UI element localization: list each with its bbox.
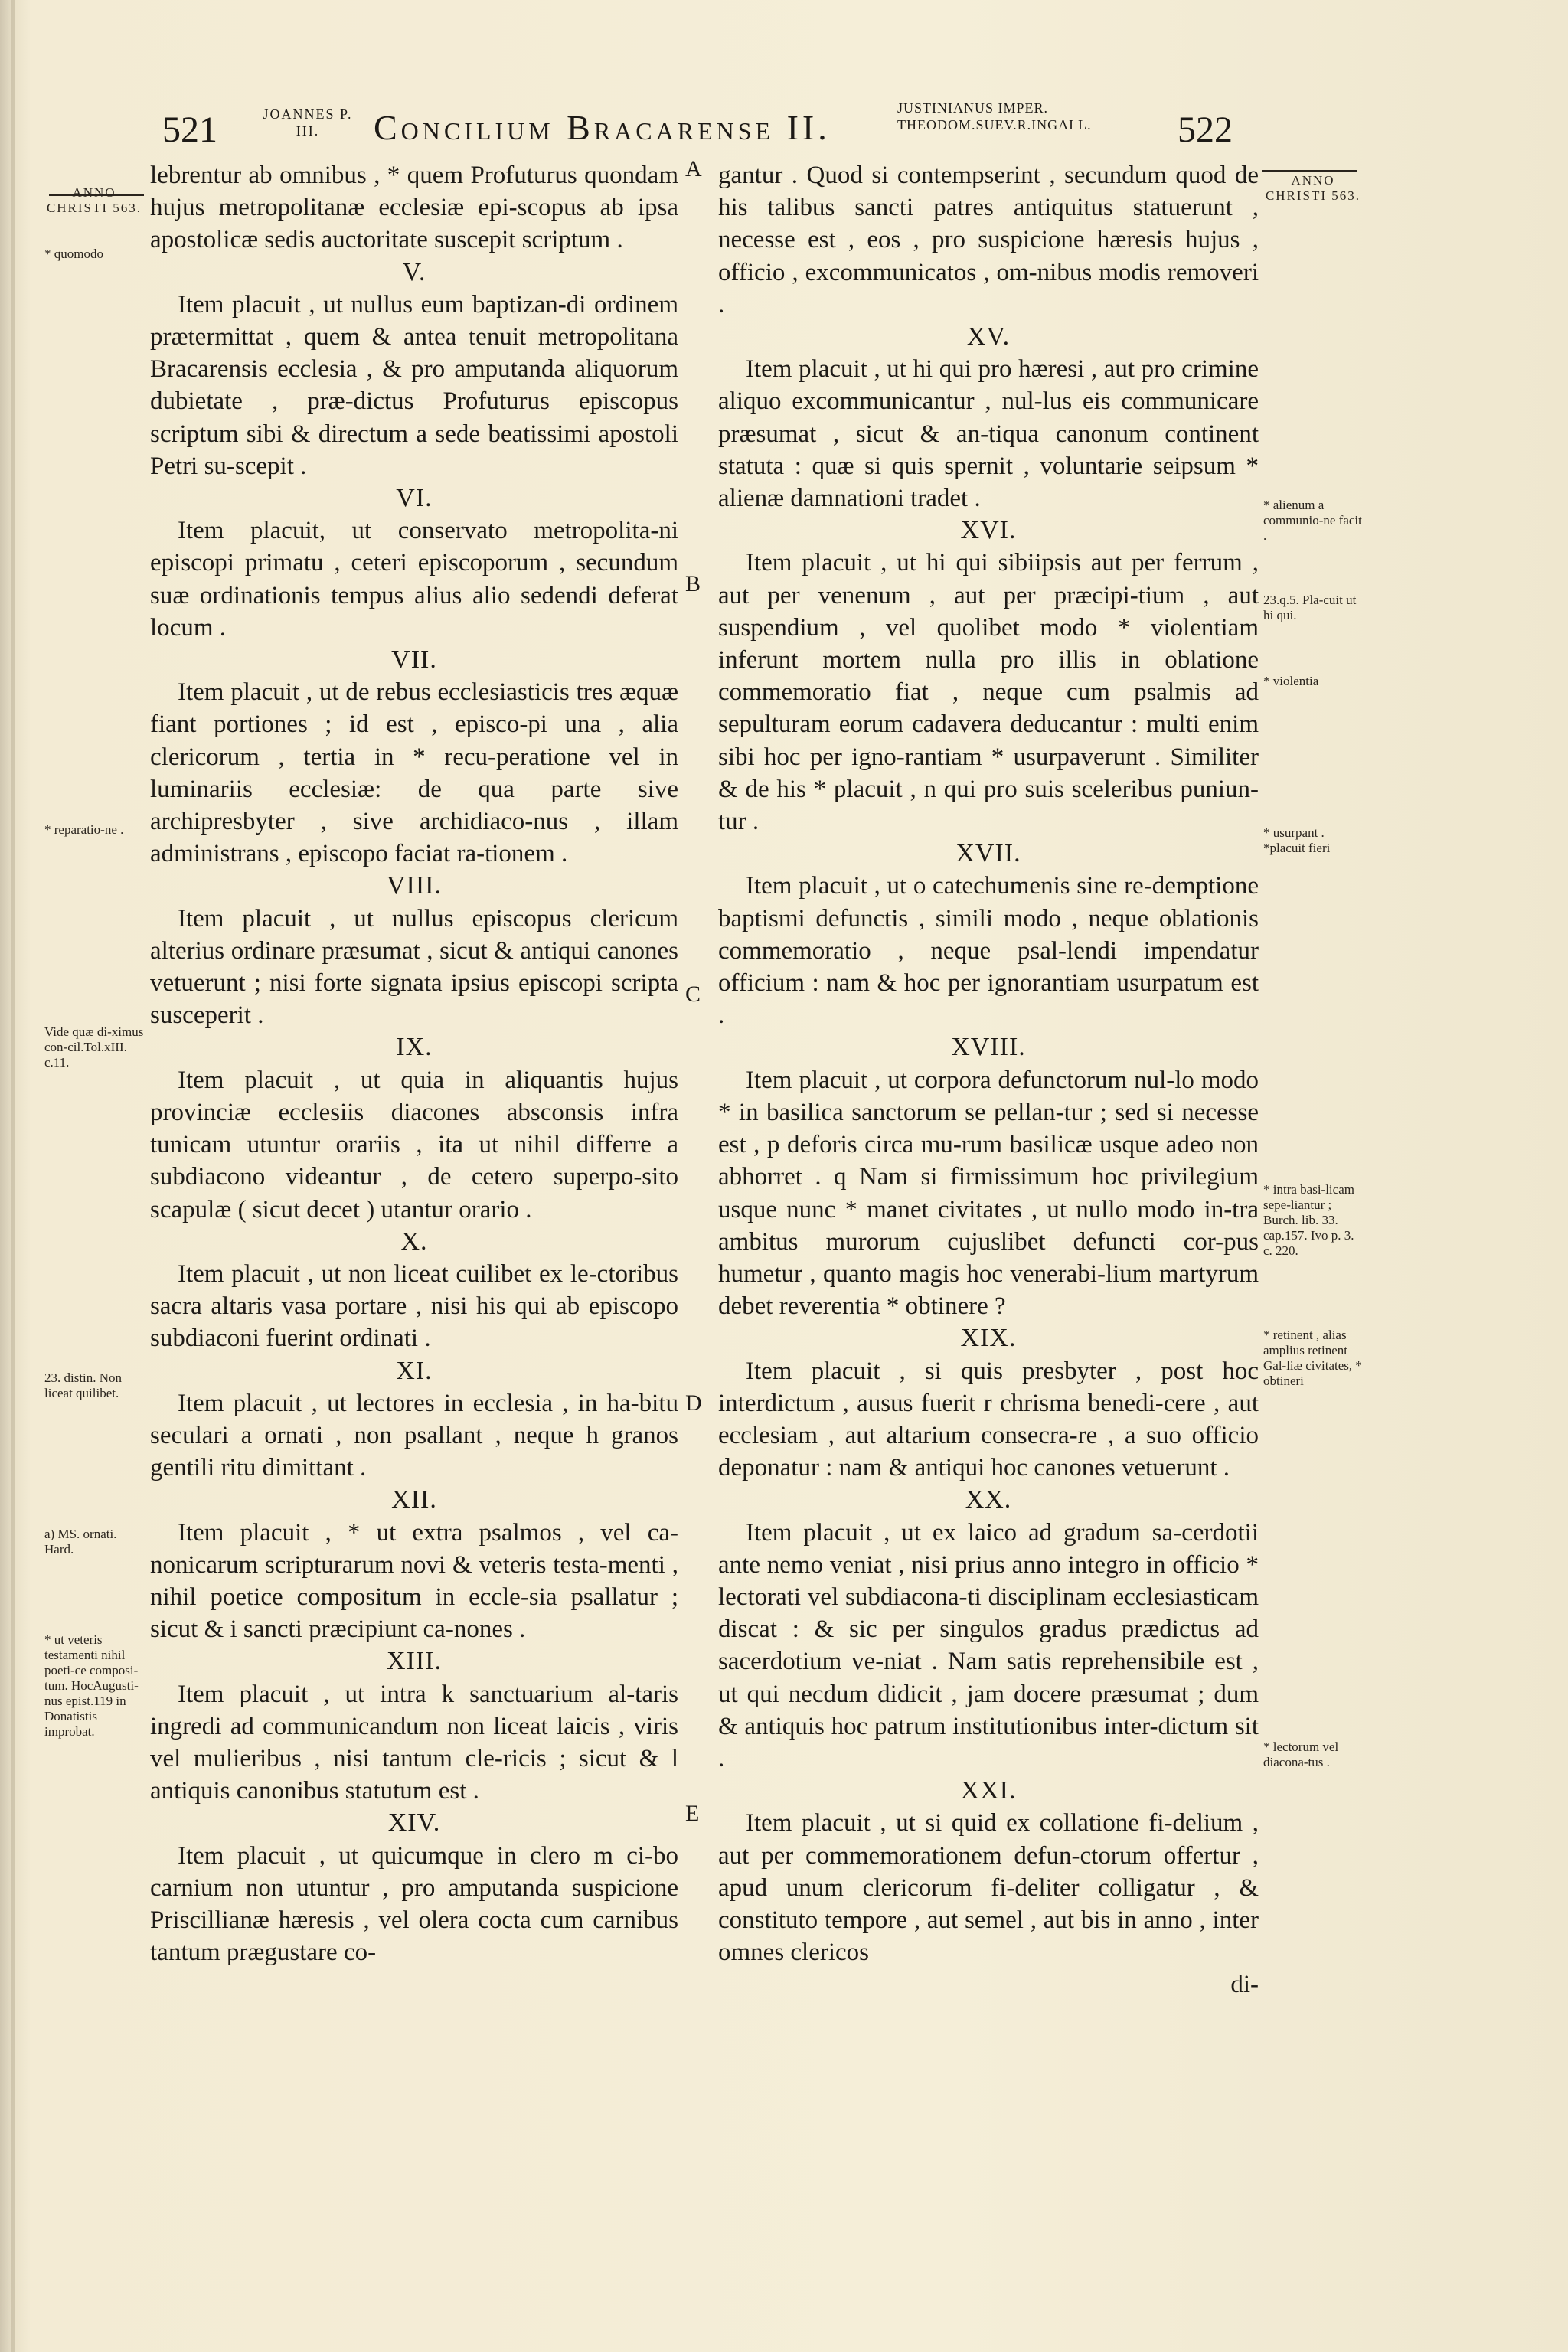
canon-text: Item placuit , ut lectores in ecclesia , in ha-bitu seculari a ornati , non psallant , neque h granos gentili ritu dimittant . (150, 1389, 678, 1482)
section-marker-d: D (685, 1390, 702, 1416)
text-column-left (150, 159, 678, 1968)
canon-number: VI. (396, 484, 433, 513)
canon-number: XVIII. (951, 1033, 1026, 1062)
margin-note-retinent: * retinent , alias amplius retinent Gal-liæ civitates, * obtineri (1263, 1328, 1362, 1388)
canon-text: Item placuit , ut non liceat cuilibet ex le-ctoribus sacra altaris vasa portare , nisi his qui ab episcopo subdiaconi fuerint ordinati . (150, 1259, 678, 1353)
canon-number: V. (402, 257, 426, 286)
margin-note-alienum: * alienum a communio-ne facit . (1263, 498, 1362, 543)
page-number-right: 522 (1178, 109, 1233, 150)
section-marker-e: E (685, 1801, 700, 1826)
canon-number: XV. (966, 322, 1011, 351)
section-marker-c: C (685, 982, 701, 1007)
canon-number: XX. (965, 1485, 1012, 1514)
section-marker-a: A (685, 156, 702, 181)
canon-number: XXI. (960, 1776, 1017, 1805)
canon-text: Item placuit , ut hi qui pro hæresi , aut pro crimine aliquo excommunicantur , nul-lus eis communicare præsumat , sicut & an-tiqua canonum continent statuta : quæ si quis spernit , voluntarie seipsum * alienæ damnationi tradet . (718, 355, 1259, 513)
page-gutter (11, 0, 15, 2352)
margin-note-distinctio: 23. distin. Non liceat quilibet. (44, 1370, 122, 1400)
margin-note-violentia: * violentia (1263, 674, 1319, 688)
margin-anno-left: ANNO CHRISTI 563. (46, 185, 142, 215)
canon-number: XI. (396, 1356, 433, 1385)
canon-text: Item placuit , ut o catechumenis sine re-demptione baptismi defunctis , simili modo , neque oblationis commemoratio , neque psal-lendi impendatur officium : nam & hoc per ignorantiam usurpatum est . (718, 872, 1259, 1030)
margin-note-ms: a) MS. ornati. Hard. (44, 1527, 117, 1557)
canon-text: Item placuit, ut conservato metropolita-ni episcopi primatu , ceteri episcoporum , secundum suæ ordinationis tempus alius alio sedendi deferat locum . (150, 517, 678, 642)
margin-note-usurpant: * usurpant . *placuit fieri (1263, 825, 1331, 855)
canon-number: VII. (391, 645, 437, 675)
margin-note-lectorum: * lectorum vel diacona-tus . (1263, 1740, 1339, 1769)
header-pope: JOANNES P. III. (263, 106, 353, 139)
margin-anno-right: ANNO CHRISTI 563. (1265, 173, 1361, 203)
header-emperor: JUSTINIANUS IMPER. THEODOM.SUEV.R.INGALL. (897, 100, 1092, 132)
canon-text: Item placuit , ut corpora defunctorum nul-lo modo * in basilica sanctorum se pellan-tur ; sed si necesse est , p deforis circa mu-rum basilicæ usque adeo non abhorret . q Nam si firmissimum hoc privilegium usque nunc * manet civitates , ut nullo modo in-tra ambitus murorum cujuslibet defuncti cor-pus humetur , quanto magis hoc venerabi-lium martyrum debet reverentia * obtinere ? (718, 1066, 1259, 1321)
canon-text: Item placuit , ut de rebus ecclesiasticis tres æquæ fiant portiones ; id est , episco-pi una , alia clericorum , tertia in * recu-peratione vel in luminariis ecclesiæ: de qua parte sive archipresbyter , sive archidiaco-nus , illam administrans , episcopo faciat ra-tionem . (150, 678, 678, 868)
canon-text: Item placuit , ut nullus eum baptizan-di ordinem prætermittat , quem & antea tenuit metropolitana Bracarensis ecclesia , & pro amputanda aliquorum dubietate , præ-dictus Profuturus episcopus scriptum sibi & directum a sede beatissimi apostoli Petri su-scepit . (150, 290, 678, 480)
canon-text: Item placuit , ut quicumque in clero m ci-bo carnium non utuntur , pro amputanda suspicione Priscillianæ hæresis , vel olera cocta cum carnibus tantum prægustare co- (150, 1841, 678, 1967)
canon-number: IX. (396, 1033, 433, 1062)
canon-text: Item placuit , ut si quid ex collatione fi-delium , aut per commemorationem defun-ctorum offertur , apud unum clericorum fi-deliter colligatur , & constituto tempore , aut semel , aut bis in anno , inter omnes clericos (718, 1809, 1259, 1967)
canon-number: XIII. (386, 1647, 443, 1676)
catchword: di- (1230, 1971, 1259, 1999)
page-number-left: 521 (162, 109, 217, 150)
canon-number: XIX. (960, 1324, 1017, 1353)
canon-text: Item placuit , ut quia in aliquantis hujus provinciæ ecclesiis diacones absconsis infra tunicam utuntur orariis , ita ut nihil differre a subdiacono videantur , de cetero superpo-sito scapulæ ( sicut decet ) utantur orario . (150, 1066, 678, 1223)
margin-note-placuit: 23.q.5. Pla-cuit ut hi qui. (1263, 593, 1357, 622)
text-column-right (718, 159, 1259, 2001)
canon-number: XVI. (960, 516, 1017, 545)
canon-number: X. (400, 1227, 428, 1256)
canon-number: XIV. (387, 1808, 441, 1838)
canon-text: gantur . Quod si contempserint , secundum quod de his talibus sancti patres antiquitus statuerunt , necesse est , eos , pro suspicione hæresis hujus , officio , excommunicatos , om-nibus modis removeri . (718, 162, 1259, 318)
margin-note-reparatione: * reparatio-ne . (44, 822, 124, 837)
margin-note-toledo: Vide quæ di-ximus con-cil.Tol.xIII. c.11. (44, 1024, 144, 1070)
canon-number: XVII. (956, 839, 1021, 868)
canon-number: VIII. (386, 871, 443, 900)
canon-number: XII. (391, 1485, 437, 1514)
margin-note-basilica: * intra basi-licam sepe-liantur ; Burch. lib. 33. cap.157. Ivo p. 3. c. 220. (1263, 1182, 1354, 1258)
canon-text: Item placuit , si quis presbyter , post hoc interdictum , ausus fuerit r chrisma benedi-cere , aut ecclesiam , aut altarium consecra-re , a suo officio deponatur : nam & antiqui hoc canones vetuerunt . (718, 1357, 1259, 1482)
section-marker-b: B (685, 571, 701, 596)
margin-note-quomodo: * quomodo (44, 247, 103, 261)
canon-text: Item placuit , ut ex laico ad gradum sa-cerdotii ante nemo veniat , nisi prius anno integro in officio * lectorati vel subdiacona-ti disciplinam ecclesiasticam discat : & sic per singulos gradus prædictus ad sacerdotium ve-niat . Nam satis reprehensibile est , ut qui necdum didicit , jam docere præsumat ; dum & antiquis hoc patrum institutionibus inter-dictum sit . (718, 1518, 1259, 1772)
canon-text: Item placuit , * ut extra psalmos , vel ca-nonicarum scripturarum novi & veteris testa-menti , nihil poetice compositum in eccle-sia psallatur ; sicut & i sancti præcipiunt ca-nones . (150, 1518, 678, 1644)
running-header (0, 100, 1568, 168)
margin-rule-right (1262, 170, 1357, 172)
canon-text: Item placuit , ut intra k sanctuarium al-taris ingredi ad communicandum non liceat laicis , viris vel mulieribus , nisi tantum cle-ricis ; sicut & l antiquis canonibus statutum est . (150, 1680, 678, 1805)
margin-note-augustinus: * ut veteris testamenti nihil poeti-ce composi-tum. HocAugusti-nus epist.119 in Donatistis improbat. (44, 1632, 139, 1739)
canon-text: lebrentur ab omnibus , * quem Profuturus quondam hujus metropolitanæ ecclesiæ epi-scopus ab ipsa apostolicæ sedis auctoritate suscepit scriptum . (150, 162, 678, 254)
canon-text: Item placuit , ut hi qui sibiipsis aut per ferrum , aut per venenum , aut per præcipi-tium , aut suspendium , vel quolibet modo * violentiam inferunt mortem nulla pro illis in oblatione commemoratio fiat , neque cum psalmis ad sepulturam eorum cadavera deducantur : multi enim sibi hoc per igno-rantiam * usurpaverunt . Similiter & de his * placuit , n qui pro suis sceleribus puniun-tur . (718, 549, 1259, 836)
header-title: Concilium Bracarense II. (374, 108, 831, 147)
canon-text: Item placuit , ut nullus episcopus clericum alterius ordinare præsumat , sicut & antiqui canones vetuerunt ; nisi forte signata ipsius episcopi scripta susceperit . (150, 904, 678, 1030)
